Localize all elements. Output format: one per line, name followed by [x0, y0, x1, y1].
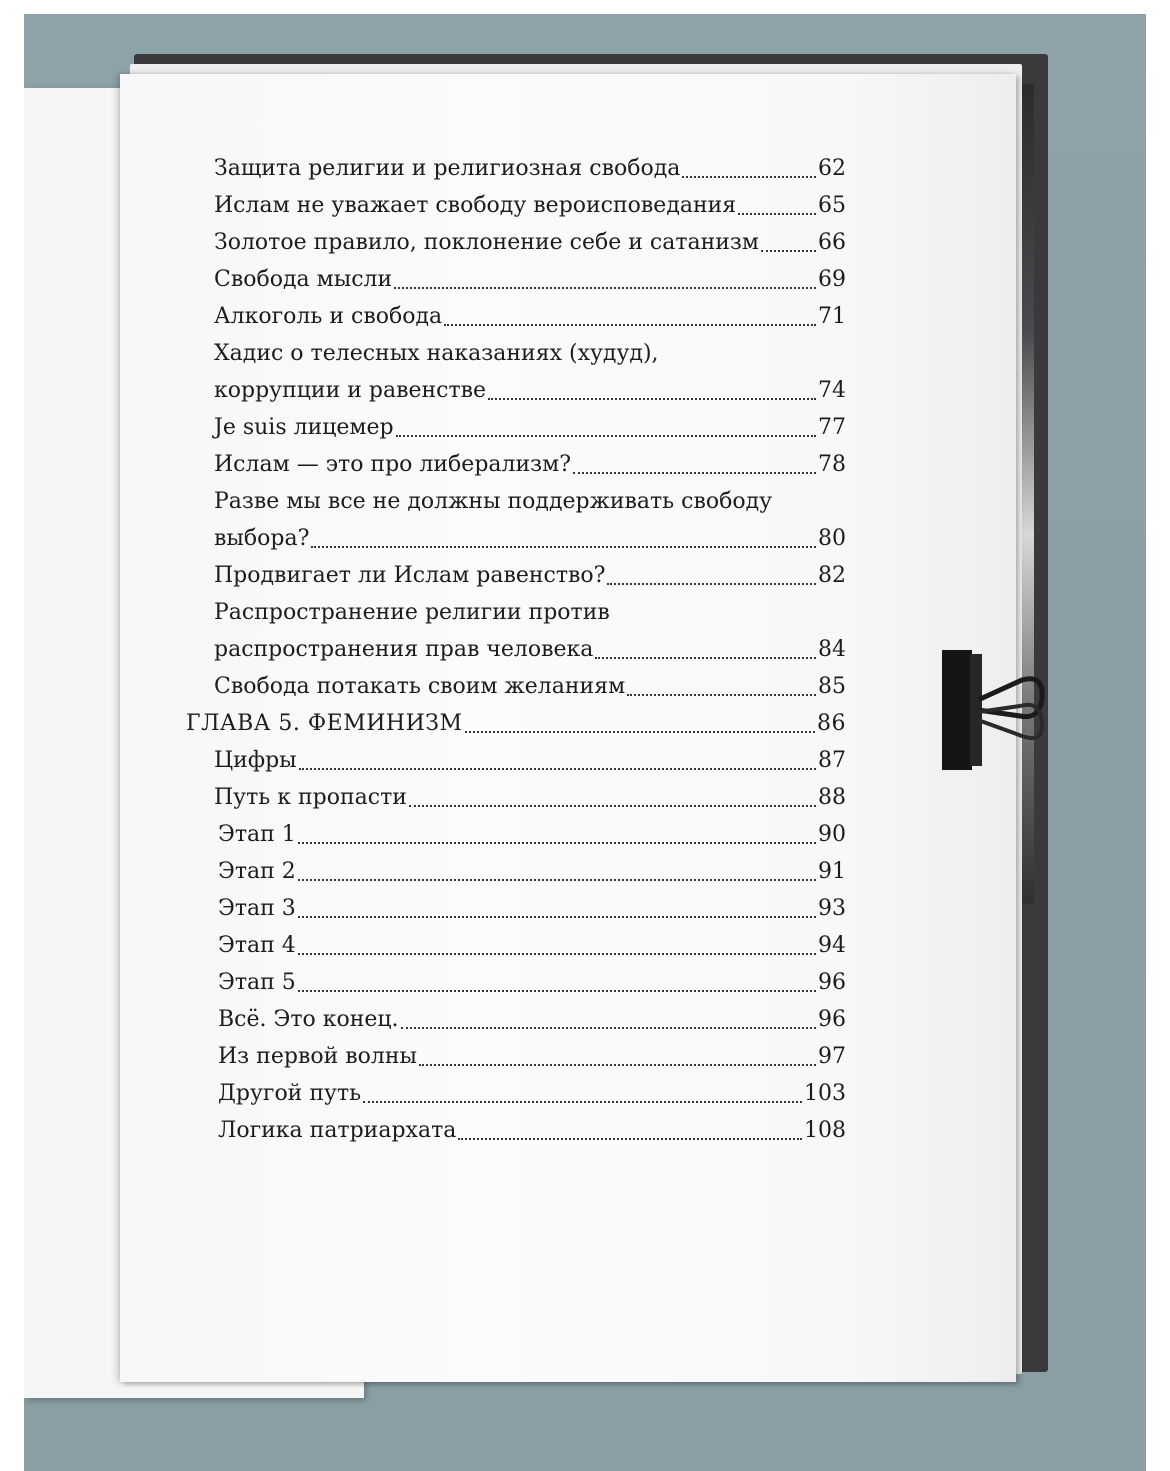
toc-entry-page: 71 [818, 304, 846, 329]
toc-entry-title: Золотое правило, поклонение себе и сатанизм [214, 230, 760, 255]
toc-entry-title: Свобода мысли [214, 267, 393, 292]
table-of-contents [186, 150, 846, 1149]
toc-entry-title: Этап 2 [218, 859, 296, 884]
toc-entry [186, 557, 846, 594]
dot-leader [311, 545, 816, 548]
toc-entry-page: 93 [818, 896, 846, 921]
dot-leader [396, 434, 816, 437]
toc-entry-title: ГЛАВА 5. ФЕМИНИЗМ [186, 711, 463, 736]
toc-entry-title: Хадис о телесных наказаниях (худуд), [214, 341, 659, 366]
dot-leader [444, 323, 816, 326]
dot-leader [595, 656, 816, 659]
dot-leader [299, 767, 816, 770]
toc-entry [186, 1112, 846, 1149]
dot-leader [738, 212, 816, 215]
toc-entry [186, 668, 846, 705]
dot-leader [419, 1063, 816, 1066]
dot-leader [409, 804, 816, 807]
toc-entry-title: распространения прав человека [214, 637, 594, 662]
toc-entry-title: выбора? [214, 526, 310, 551]
toc-entry-page: 103 [804, 1081, 846, 1106]
toc-entry-title: Разве мы все не должны поддерживать свободу [214, 489, 773, 514]
toc-entry-page: 82 [818, 563, 846, 588]
toc-entry-page: 90 [818, 822, 846, 847]
toc-entry [186, 1001, 846, 1038]
toc-entry-title: Алкоголь и свобода [214, 304, 443, 329]
toc-entry [186, 927, 846, 964]
dot-leader [298, 989, 816, 992]
toc-entry-page: 80 [818, 526, 846, 551]
dot-leader [394, 286, 816, 289]
dot-leader [298, 915, 816, 918]
toc-entry [186, 446, 846, 483]
toc-entry [186, 890, 846, 927]
toc-entry [186, 594, 846, 668]
toc-entry-page: 84 [818, 637, 846, 662]
toc-entry-page: 88 [818, 785, 846, 810]
toc-entry [186, 224, 846, 261]
toc-entry-title: Этап 5 [218, 970, 296, 995]
toc-entry-page: 65 [818, 193, 846, 218]
toc-entry-page: 96 [818, 970, 846, 995]
toc-entry-page: 77 [818, 415, 846, 440]
toc-entry [186, 816, 846, 853]
binder-clip-icon [942, 650, 1052, 770]
dot-leader [573, 471, 816, 474]
toc-entry-title: Защита религии и религиозная свобода [214, 156, 681, 181]
toc-entry [186, 261, 846, 298]
toc-entry-title: коррупции и равенстве [214, 378, 487, 403]
toc-entry-title: Другой путь [218, 1081, 362, 1106]
toc-entry-page: 66 [818, 230, 846, 255]
toc-entry-page: 86 [817, 711, 846, 736]
toc-entry [186, 779, 846, 816]
toc-entry-title: Всё. Это конец. [218, 1007, 399, 1032]
toc-entry-page: 74 [818, 378, 846, 403]
toc-entry-title: Из первой волны [218, 1044, 418, 1069]
dot-leader [761, 249, 816, 252]
toc-entry [186, 409, 846, 446]
dot-leader [363, 1100, 802, 1103]
toc-entry-page: 78 [818, 452, 846, 477]
toc-entry [186, 298, 846, 335]
toc-entry [186, 335, 846, 409]
toc-entry-title: Логика патриархата [218, 1118, 457, 1143]
dot-leader [298, 841, 816, 844]
toc-entry-title: Этап 4 [218, 933, 296, 958]
toc-entry-page: 97 [818, 1044, 846, 1069]
dot-leader [627, 693, 816, 696]
toc-entry-title: Продвигает ли Ислам равенство? [214, 563, 606, 588]
dot-leader [465, 730, 815, 733]
toc-entry-title: Ислам — это про либерализм? [214, 452, 572, 477]
toc-entry-page: 87 [818, 748, 846, 773]
toc-entry [186, 187, 846, 224]
toc-entry [186, 964, 846, 1001]
dot-leader [607, 582, 816, 585]
toc-entry-page: 94 [818, 933, 846, 958]
dot-leader [682, 175, 816, 178]
dot-leader [488, 397, 816, 400]
toc-entry [186, 150, 846, 187]
toc-entry [186, 853, 846, 890]
toc-entry [186, 742, 846, 779]
toc-entry-page: 85 [818, 674, 846, 699]
dot-leader [401, 1026, 816, 1029]
dot-leader [458, 1137, 802, 1140]
toc-entry-title: Путь к пропасти [214, 785, 407, 810]
toc-entry-title: Je suis лицемер [214, 415, 394, 440]
toc-entry-page: 62 [818, 156, 846, 181]
toc-entry-page: 96 [818, 1007, 846, 1032]
toc-entry-title: Этап 3 [218, 896, 296, 921]
toc-entry-title: Свобода потакать своим желаниям [214, 674, 626, 699]
toc-chapter-heading [186, 705, 846, 742]
toc-entry-title: Распространение религии против [214, 600, 610, 625]
toc-entry-title: Цифры [214, 748, 297, 773]
toc-entry-page: 108 [804, 1118, 846, 1143]
toc-entry [186, 1038, 846, 1075]
toc-entry-page: 91 [818, 859, 846, 884]
toc-entry-title: Этап 1 [218, 822, 296, 847]
toc-entry-page: 69 [818, 267, 846, 292]
dot-leader [298, 952, 816, 955]
toc-entry [186, 483, 846, 557]
dot-leader [298, 878, 816, 881]
toc-entry-title: Ислам не уважает свободу вероисповедания [214, 193, 737, 218]
toc-entry [186, 1075, 846, 1112]
